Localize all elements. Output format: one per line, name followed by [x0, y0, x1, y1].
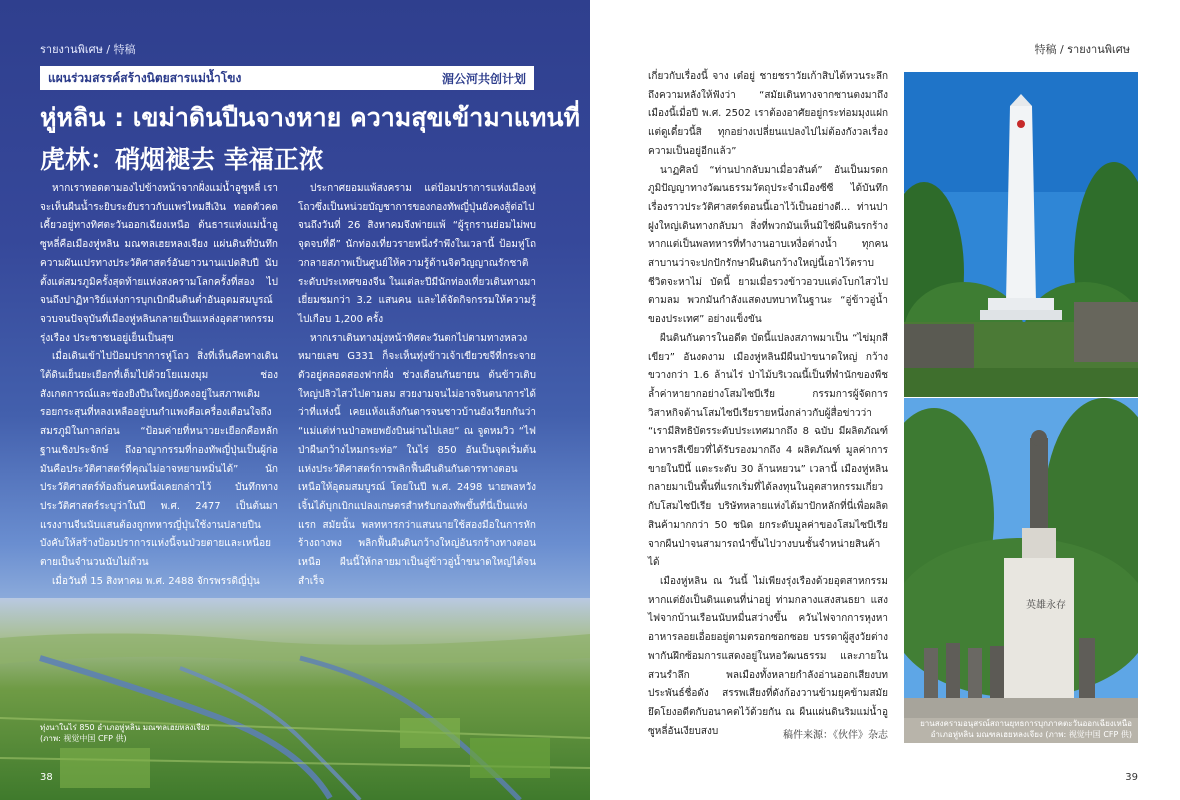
wetland-rice-field-photo: [0, 598, 590, 800]
paragraph: เมืองหู่หลิน ณ วันนี้ ไม่เพียงรุ่งเรืองด้วยอุตสาหกรรม หากแต่ยังเป็นดินแดนที่น่าอยู่ ท่ามกลางแสงสนธยา แสงไฟจากบ้านเรือนนับหมื่นสว่างขึ้น ควันไฟจากการหุงหาอาหารลอยเอื่อยอยู่ตามตรอกซอกซอย บรรดาผู้สูงวัยต่างพากันฝึกซ้อมการแสดงอยู่ในหอวัฒนธรรม และภายในสวนรำลึก พลเมืองทั้งหลายกำลังอ่านออกเสียงบทประพันธ์ชื่อดัง สรรพเสียงที่ดังก้องวานข้ามยุคข้ามสมัยยึดโยงอดีตกับอนาคตไว้ด้วยกัน ณ ผืนแผ่นดินริมแม่น้ำอูซูหลี่อันเงียบสงบ: [648, 575, 888, 737]
paragraph: เกี่ยวกับเรื่องนี้ จาง เต๋อยู่ ชายชราวัยเก้าสิบได้หวนระลึกถึงความหลังให้ฟังว่า “สมัยเดินทางจากซานตงมาถึงเมืองนี้เมื่อปี พ.ศ. 2502 เราต้องอาศัยอยู่กระท่อมมุงแฝก แต่ดูเดี๋ยวนี้สิ ทุกอย่างเปลี่ยนแปลงไปไม่ต้องกังวลเรื่องความเป็นอยู่อีกแล้ว”: [648, 71, 888, 157]
page-number-left: 38: [40, 772, 53, 783]
article-column-2: [298, 180, 536, 591]
page-number-right: 39: [1125, 772, 1138, 783]
section-label-right: 特稿 / รายงานพิเศษ: [1034, 43, 1130, 56]
paragraph: นาฏศิลป์ “ท่านปากลับมาเมื่อวสันต์” อันเป็นมรดกภูมิปัญญาทางวัฒนธรรมวัตถุประจำเมืองซีซี ได้บันทึกเรื่องราวประวัติศาสตร์ตอนนี้เอาไว้เป็นอย่างดี... ท่านปาฝูงใหญ่เดินทางกลับมา สิ่งที่พวกมันเห็นมิใช่ผืนดินรกร้าง หากแต่เป็นพลทหารที่ทำงานอาบเหงื่อต่างน้ำ ทุกคนสาบานว่าจะปกปักรักษาผืนดินกว้างใหญ่นี้เอาไว้ตราบชีวิตจะหาไม่ บัดนี้ ยามเมื่อรวงข้าวอวบแต่งโบกไสวไปตามลม พวกมันกำลังแสดงบทบาทในฐานะ “อู่ข้าวอู่น้ำของประเทศ” อย่างแข็งขัน: [648, 164, 888, 326]
article-column-1: [40, 180, 278, 591]
memorial-statues-photo: [904, 398, 1138, 743]
paragraph: เมื่อเดินเข้าไปป้อมปราการหู่โถว สิ่งที่เห็นคือทางเดินใต้ดินเย็นยะเยือกที่เต็มไปด้วยโยแมงมุม ช่องสังเกตการณ์และช่องยิงปืนใหญ่ยังคงอยู่ในสภาพเดิม รอยกระสุนที่หลงเหลืออยู่บนกำแพงคือเครื่องเตือนใจถึงสมรภูมิในกาลก่อน “ป้อมค่ายที่หนาวยะเยือกคือหลักฐานเชิงประจักษ์ ถึงอาญากรรมที่กองทัพญี่ปุ่นเป็นผู้ก่อ มันคือประวัติศาสตร์ที่คุณไม่อาจหยามหมิ่นได้” นักประวัติศาสตร์ท้องถิ่นคนหนึ่งเคยกล่าวไว้ บันทึกทางประวัติศาสตร์ระบุว่าในปี พ.ศ. 2477 เป็นต้นมา แรงงานจีนนับแสนต้องถูกทหารญี่ปุ่นใช้งานปลายปืนบังคับให้สร้างป้อมปราการแห่งนี้จนป่วยตายและเหนื่อยตายเป็นจำนวนนับไม่ถ้วน: [40, 351, 278, 569]
headline-chinese: 虎林：硝烟褪去 幸福正浓: [40, 145, 324, 174]
column-tag-thai: แผนร่วมสรรค์สร้างนิตยสารแม่น้ำโขง: [48, 70, 242, 85]
monument-photo: [904, 72, 1138, 397]
paragraph: หากเราทอดตามองไปข้างหน้าจากฝั่งแม่น้ำอูซูหลี่ เราจะเห็นผืนน้ำระยิบระยับราวกับแพรไหมสีเงิน ทอดตัวคดเคี้ยวอยู่ทางทิศตะวันออกเฉียงเหนือ ต้นธารแห่งแม่น้ำอูซูหลี่คือเมืองหู่หลิน มณฑลเฮยหลงเจียง แผ่นดินที่บันทึกความผันแปรทางประวัติศาสตร์อันยาวนานแปดสิบปี นับตั้งแต่สมรภูมิครั้งสุดท้ายแห่งสงครามโลกครั้งที่สอง ไปจนถึงปาฏิหาริย์แห่งการบุกเบิกผืนดินต่ำอันอุดมสมบูรณ์ จวบจนปัจจุบันที่เมืองหู่หลินกลายเป็นแหล่งอุตสาหกรรมรุ่งเรือง ประชาชนอยู่เย็นเป็นสุข: [40, 183, 278, 344]
paragraph: ผืนดินกันดารในอดีต บัดนี้แปลงสภาพมาเป็น “ไข่มุกสีเขียว” อันงดงาม เมืองหู่หลินมีผืนป่าขนาดใหญ่ กว้างขวางกว่า 1.6 ล้านไร่ ป่าไม้บริเวณนี้เป็นที่พำนักของพืชล้ำค่าหายากอย่างโสมไซบีเรีย กรรมการผู้จัดการวิสาหกิจด้านโสมไซบีเรียรายหนึ่งกล่าวกับผู้สื่อข่าวว่า “เรามีสิทธิบัตรระดับประเทศมากถึง 8 ฉบับ มีผลิตภัณฑ์อาหารสีเขียวที่ได้รับรองมากถึง 4 ผลิตภัณฑ์ มูลค่าการขายในปีนี้ แตะระดับ 30 ล้านหยวน” เวลานี้ เมืองหู่หลินกลายมาเป็นพื้นที่แรกเริ่มที่ได้ลงทุนในอุตสาหกรรมเกี่ยวกับโสมไซบีเรีย บริษัทหลายแห่งได้มาปักหลักที่นี่เพื่อผลิตสินค้ามากกว่า 50 ชนิด ยกระดับมูลค่าของโสมไซบีเรียจากผืนป่าจนสามารถนำขึ้นไปวางบนชั้นจำหน่ายสินค้าได้: [648, 332, 888, 569]
monument-inscription: 英雄永存: [1026, 600, 1066, 611]
column-tag-bar: [40, 66, 534, 90]
article-source: 稿件来源：《伙伴》杂志: [783, 730, 888, 741]
headline-thai: หู่หลิน : เขม่าดินปืนจางหาย ความสุขเข้ามาแทนที่: [40, 103, 580, 132]
column-tag-chinese: 湄公河共创计划: [441, 71, 526, 86]
photo-caption-left: ทุ่งนาในไร่ 850 อำเภอหู่หลิน มณฑลเฮยหลงเจียง (ภาพ: 视觉中国 CFP 供): [40, 723, 210, 743]
photo-caption-right: ยานสงครามอนุสรณ์สถานยุทธการบุกภาคตะวันออกเฉียงเหนือ อำเภอหู่หลิน มณฑลเฮยหลงเจียง (ภาพ: 视觉中国 CFP 供): [920, 719, 1132, 739]
paragraph: ประกาศยอมแพ้สงคราม แต่ป้อมปราการแห่งเมืองหู่โถวซึ่งเป็นหน่วยบัญชาการของกองทัพญี่ปุ่นยังคงสู้ต่อไปจนถึงวันที่ 26 สิงหาคมจึงพ่ายแพ้ “ผู้รุกรานย่อมไม่พบจุดจบที่ดี” นักท่องเที่ยวรายหนึ่งรำพึงในเวลานี้ ป้อมหู่โถวกลายสภาพเป็นศูนย์ให้ความรู้ด้านจิตวิญญาณรักชาติระดับประเทศของจีน ในแต่ละปีมีนักท่องเที่ยวเดินทางมาเยี่ยมชมกว่า 3.2 แสนคน และได้จัดกิจกรรมให้ความรู้ไปเกือบ 1,200 ครั้ง: [298, 183, 536, 325]
paragraph: หากเราเดินทางมุ่งหน้าทิศตะวันตกไปตามทางหลวงหมายเลข G331 ก็จะเห็นทุ่งข้าวเจ้าเขียวขจีที่กระจายตัวอยู่ตลอดสองฟากฝั่ง ช่วงเดือนกันยายน ต้นข้าวเติบใหญ่ปลิวไสวไปตามลม สวยงามจนไม่อาจจินตนาการได้ว่าที่แห่งนี้ เคยแห้งแล้งกันดารจนชาวบ้านยังเรียกกันว่า “แม่แต่ห่านป่าอพยพยังบินผ่านไปเลย” ณ จูดหมวิว “ไฟป่าผืนกว้างไหมกระท่อ” ในไร่ 850 อันเป็นจุดเริ่มต้นแห่งประวัติศาสตร์การพลิกฟื้นผืนดินกันดารทางตอนเหนือให้อุดมสมบูรณ์ โดยในปี พ.ศ. 2498 นายพลหวังเจิ้นได้บุกเบิกแปลงเกษตรสำหรับกองทัพขึ้นที่นี่เป็นแห่งแรก สมัยนั้น พลทหารกว่าแสนนายใช้สองมือในการหักร้างถางพง พลิกฟื้นผืนดินกว้างใหญ่อันรกร้างทางตอนเหนือ ผืนนี้ให้กลายมาเป็นอู่ข้าวอู่น้ำขนาดใหญ่ได้จนสำเร็จ: [298, 332, 536, 587]
right-page: [590, 0, 1180, 800]
section-label-left: รายงานพิเศษ / 特稿: [40, 43, 136, 56]
paragraph: เมื่อวันที่ 15 สิงหาคม พ.ศ. 2488 จักรพรรดิญี่ปุ่น: [52, 575, 260, 587]
article-column-3: [648, 68, 888, 741]
